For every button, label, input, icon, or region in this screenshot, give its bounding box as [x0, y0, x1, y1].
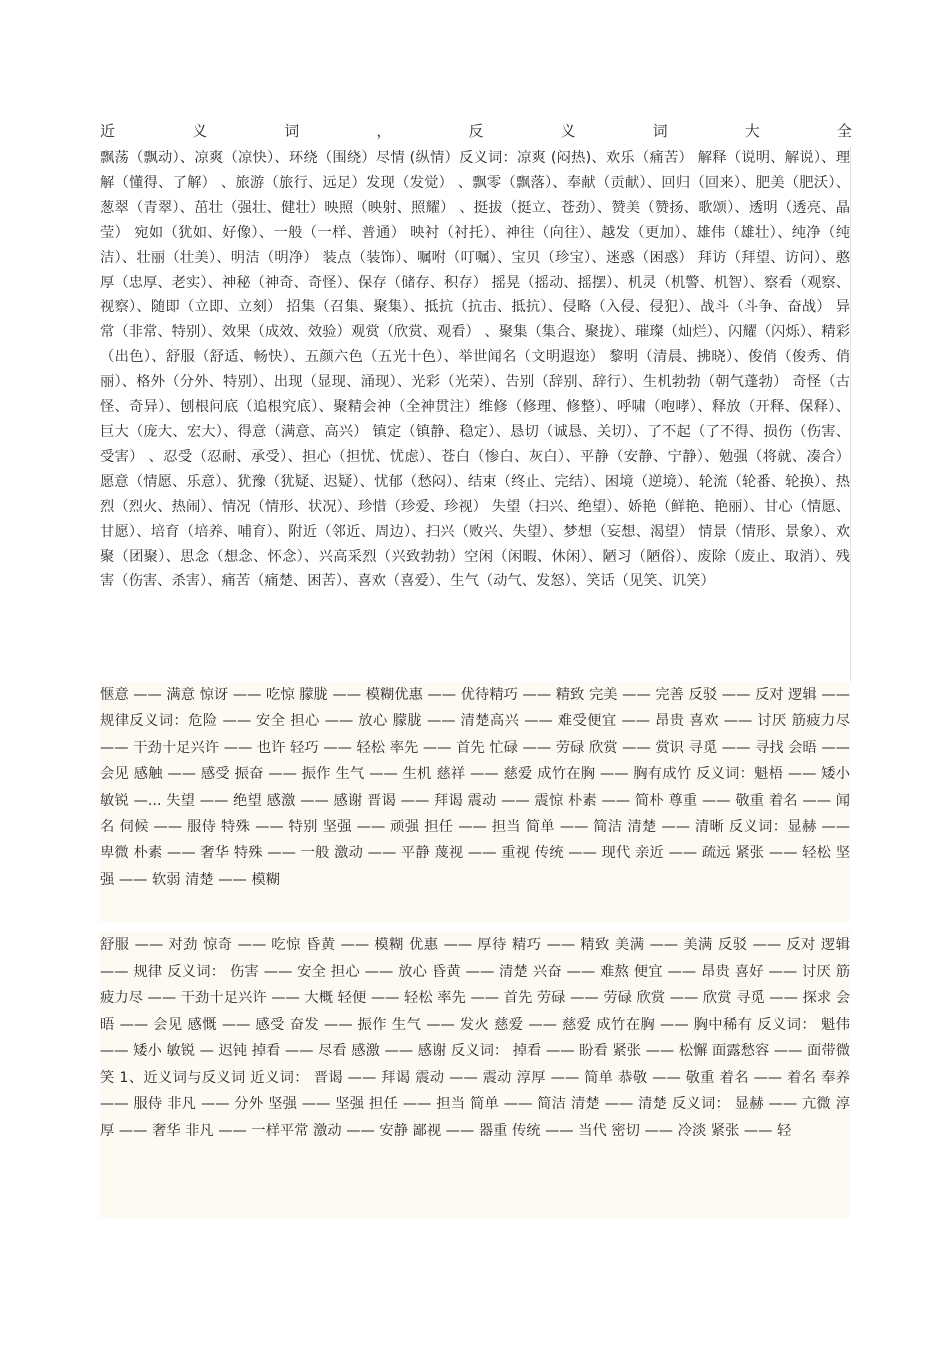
title-char: 词 [652, 122, 668, 140]
title-char: 反 [468, 122, 484, 140]
word-pair-paragraph-1: 惬意 —— 满意 惊讶 —— 吃惊 朦胧 —— 模糊优惠 —— 优待精巧 —— 精致 完美 —— 完善 反驳 —— 反对 逻辑 —— 规律反义词：危险 —— 安全 担心 —— 放心 朦胧 —— 清楚高兴 —— 难受便宜 —— 昂贵 喜欢 —— 讨厌 筋疲力尽 —— 干劲十足兴许 —— 也许 轻巧 —— 轻松 率先 —— 首先 忙碌 —— 劳碌 欣赏 —— 赏识 寻觅 —— 寻找 会晤 —— 会见 感触 —— 感受 振奋 —— 振作 生气 —— 生机 慈祥 —— 慈爱 成竹在胸 —— 胸有成竹 反义词：魁梧 —— 矮小 敏锐 —... 失望 —— 绝望 感激 —— 感谢 晋谒 —— 拜谒 震动 —— 震惊 朴素 —— 简朴 尊重 —— 敬重 着名 —— 闻名 伺候 —— 服侍 特殊 —— 特别 坚强 —— 顽强 担任 —— 担当 简单 —— 简洁 清楚 —— 清晰 反义词：显赫 —— 卑微 朴素 —— 奢华 特殊 —— 一般 激动 —— 平静 蔑视 —— 重视 传统 —— 现代 亲近 —— 疏远 紧张 —— 轻松 坚强 —— 软弱 清楚 —— 模糊 [100, 687, 850, 888]
title-char: 大 [744, 122, 760, 140]
title-char: 义 [192, 122, 208, 140]
title-char: 全 [836, 122, 852, 140]
title-char: 词 [284, 122, 300, 140]
title-char: 近 [100, 122, 116, 140]
synonym-list-block [100, 146, 851, 682]
word-pair-paragraph-2: 舒服 —— 对劲 惊奇 —— 吃惊 昏黄 —— 模糊 优惠 —— 厚待 精巧 —— 精致 美满 —— 美满 反驳 —— 反对 逻辑 —— 规律 反义词： 伤害 —— 安全 担心 —— 放心 昏黄 —— 清楚 兴奋 —— 难熬 便宜 —— 昂贵 喜好 —— 讨厌 筋疲力尽 —— 干劲十足兴许 —— 大概 轻便 —— 轻松 率先 —— 首先 劳碌 —— 劳碌 欣赏 —— 欣赏 寻觅 —— 探求 会晤 —— 会见 感慨 —— 感受 奋发 —— 振作 生气 —— 发火 慈爱 —— 慈爱 成竹在胸 —— 胸中稀有 反义词： 魁伟 —— 矮小 敏锐 — 迟钝 掉看 —— 尽看 感激 —— 感谢 反义词： 掉看 —— 盼看 紧张 —— 松懈 面露愁容 —— 面带微笑 1、近义词与反义词 近义词： 晋谒 —— 拜谒 震动 —— 震动 淳厚 —— 简单 恭敬 —— 敬重 着名 —— 着名 奉养 —— 服侍 非凡 —— 分外 坚强 —— 坚强 担任 —— 担当 简单 —— 简洁 清楚 —— 清楚 反义词： 显赫 —— 亢微 淳厚 —— 奢华 非凡 —— 一样平常 激动 —— 安静 鄙视 —— 器重 传统 —— 当代 密切 —— 冷淡 紧张 —— 轻 [100, 937, 850, 1139]
synonym-paragraph: 飘荡（飘动）、凉爽（凉快）、环绕（围绕）尽情 (纵情）反义词：凉爽 (闷热)、欢乐（痛苦） 解释（说明、解说）、理解（懂得、了解） 、旅游（旅行、远足）发现（发觉） 、飘零（飘落）、奉献（贡献）、回归（回来）、肥美（肥沃）、葱翠（青翠）、茁壮（强壮、健壮）映照（映射、照耀） 、挺拔（挺立、苍劲）、赞美（赞扬、歌颂）、透明（透亮、晶莹） 宛如（犹如、好像）、一般（一样、普通） 映衬（衬托）、神往（向往）、越发（更加）、雄伟（雄壮）、纯净（纯洁）、壮丽（壮美）、明洁（明净） 装点（装饰）、嘱咐（叮嘱）、宝贝（珍宝）、迷惑（困惑） 拜访（拜望、访问）、憨厚（忠厚、老实）、神秘（神奇、奇怪）、保存（储存、积存） 摇晃（摇动、摇摆）、机灵（机警、机智）、察看（观察、视察）、随即（立即、立刻） 招集（召集、聚集）、抵抗（抗击、抵抗）、侵略（入侵、侵犯）、战斗（斗争、奋战） 异常（非常、特别）、效果（成效、效验）观赏（欣赏、观看） 、聚集（集合、聚拢）、璀璨（灿烂）、闪耀（闪烁）、精彩（出色）、舒服（舒适、畅快）、五颜六色（五光十色）、举世闻名（文明遐迩） 黎明（清晨、拂晓）、俊俏（俊秀、俏丽）、格外（分外、特别）、出现（显现、涌现）、光彩（光荣）、告别（辞别、辞行）、生机勃勃（朝气蓬勃） 奇怪（古怪、奇异）、刨根问底（追根究底）、聚精会神（全神贯注）维修（修理、修整）、呼啸（咆哮）、释放（开释、保释）、巨大（庞大、宏大）、得意（满意、高兴） 镇定（镇静、稳定）、恳切（诚恳、关切）、了不起（了不得、损伤（伤害、受害） 、忍受（忍耐、承受）、担心（担忧、忧虑）、苍白（惨白、灰白）、平静（安静、宁静）、勉强（将就、凑合） 愿意（情愿、乐意）、犹豫（犹疑、迟疑）、忧郁（愁闷）、结束（终止、完结）、困境（逆境）、轮流（轮番、轮换）、热烈（烈火、热闹）、情况（情形、状况）、珍惜（珍爱、珍视） 失望（扫兴、绝望）、娇艳（鲜艳、艳丽）、甘心（情愿、甘愿）、培育（培养、哺育）、附近（邻近、周边）、扫兴（败兴、失望）、梦想（妄想、渴望） 情景（情形、景象）、欢聚（团聚）、思念（想念、怀念）、兴高采烈（兴致勃勃）空闲（闲暇、休闲）、陋习（陋俗）、废除（废止、取消）、残害（伤害、杀害）、痛苦（痛楚、困苦）、喜欢（喜爱）、生气（动气、发怒）、笑话（见笑、讥笑） [100, 150, 850, 590]
title-char: ， [376, 122, 392, 140]
word-pair-block-1 [100, 682, 850, 922]
title-char: 义 [560, 122, 576, 140]
document-title [100, 120, 852, 142]
word-pair-block-2 [100, 932, 850, 1218]
